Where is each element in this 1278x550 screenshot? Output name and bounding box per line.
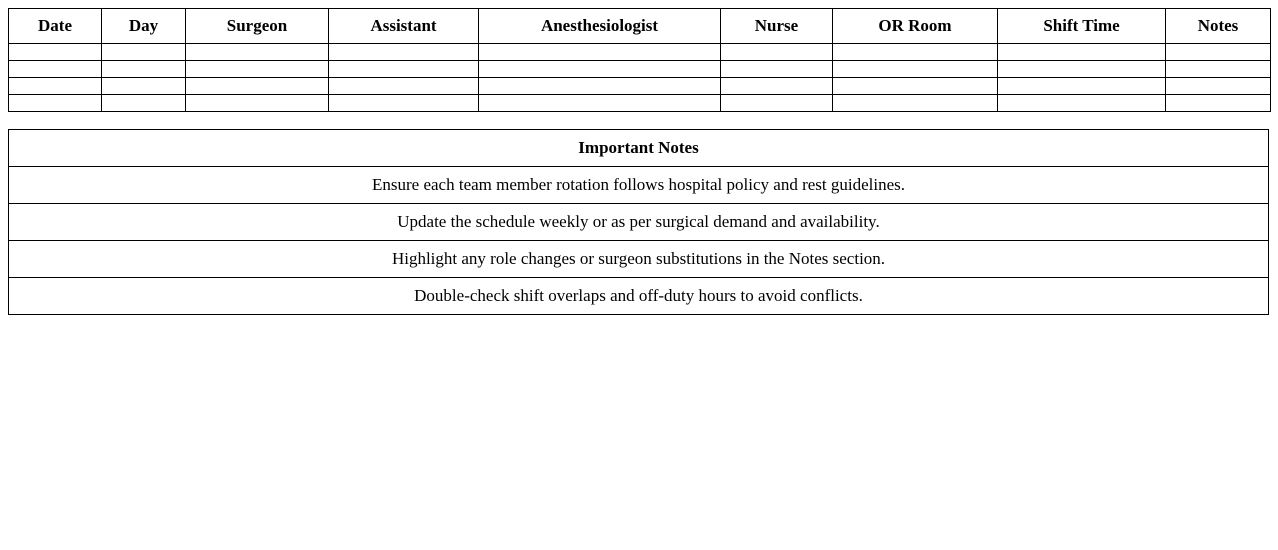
schedule-cell-nurse [721, 95, 833, 112]
schedule-cell-assistant [329, 78, 479, 95]
schedule-cell-day [102, 61, 186, 78]
column-header-surgeon: Surgeon [186, 9, 329, 44]
schedule-cell-shift-time [998, 95, 1166, 112]
column-header-shift-time: Shift Time [998, 9, 1166, 44]
note-item: Ensure each team member rotation follows hospital policy and rest guidelines. [9, 167, 1269, 204]
schedule-cell-date [9, 78, 102, 95]
note-row [9, 241, 1269, 278]
note-row [9, 204, 1269, 241]
schedule-empty-row [9, 95, 1271, 112]
schedule-cell-notes [1166, 61, 1271, 78]
column-header-notes: Notes [1166, 9, 1271, 44]
schedule-cell-shift-time [998, 61, 1166, 78]
note-item: Highlight any role changes or surgeon substitutions in the Notes section. [9, 241, 1269, 278]
schedule-cell-nurse [721, 78, 833, 95]
schedule-cell-date [9, 61, 102, 78]
schedule-cell-assistant [329, 61, 479, 78]
note-item: Double-check shift overlaps and off-duty hours to avoid conflicts. [9, 278, 1269, 315]
schedule-cell-anesthesiologist [479, 78, 721, 95]
note-row [9, 278, 1269, 315]
schedule-cell-notes [1166, 78, 1271, 95]
schedule-cell-anesthesiologist [479, 61, 721, 78]
schedule-cell-surgeon [186, 78, 329, 95]
important-notes-header-row [9, 130, 1269, 167]
schedule-cell-nurse [721, 61, 833, 78]
column-header-assistant: Assistant [329, 9, 479, 44]
schedule-cell-shift-time [998, 44, 1166, 61]
schedule-cell-or-room [833, 95, 998, 112]
schedule-cell-or-room [833, 78, 998, 95]
schedule-cell-day [102, 44, 186, 61]
schedule-cell-shift-time [998, 78, 1166, 95]
column-header-day: Day [102, 9, 186, 44]
note-row [9, 167, 1269, 204]
schedule-cell-surgeon [186, 44, 329, 61]
schedule-cell-or-room [833, 61, 998, 78]
schedule-cell-notes [1166, 44, 1271, 61]
schedule-cell-assistant [329, 95, 479, 112]
schedule-cell-day [102, 78, 186, 95]
important-notes-table [8, 129, 1269, 315]
schedule-cell-notes [1166, 95, 1271, 112]
schedule-cell-date [9, 95, 102, 112]
column-header-anesthesiologist: Anesthesiologist [479, 9, 721, 44]
schedule-cell-date [9, 44, 102, 61]
schedule-empty-row [9, 44, 1271, 61]
schedule-header-row [9, 9, 1271, 44]
note-item: Update the schedule weekly or as per surgical demand and availability. [9, 204, 1269, 241]
schedule-cell-assistant [329, 44, 479, 61]
schedule-cell-anesthesiologist [479, 44, 721, 61]
schedule-cell-or-room [833, 44, 998, 61]
column-header-or-room: OR Room [833, 9, 998, 44]
schedule-empty-row [9, 78, 1271, 95]
schedule-cell-surgeon [186, 61, 329, 78]
schedule-cell-surgeon [186, 95, 329, 112]
schedule-cell-nurse [721, 44, 833, 61]
schedule-empty-row [9, 61, 1271, 78]
surgical-schedule-table [8, 8, 1271, 112]
column-header-date: Date [9, 9, 102, 44]
important-notes-title: Important Notes [9, 130, 1269, 167]
column-header-nurse: Nurse [721, 9, 833, 44]
schedule-cell-anesthesiologist [479, 95, 721, 112]
schedule-cell-day [102, 95, 186, 112]
